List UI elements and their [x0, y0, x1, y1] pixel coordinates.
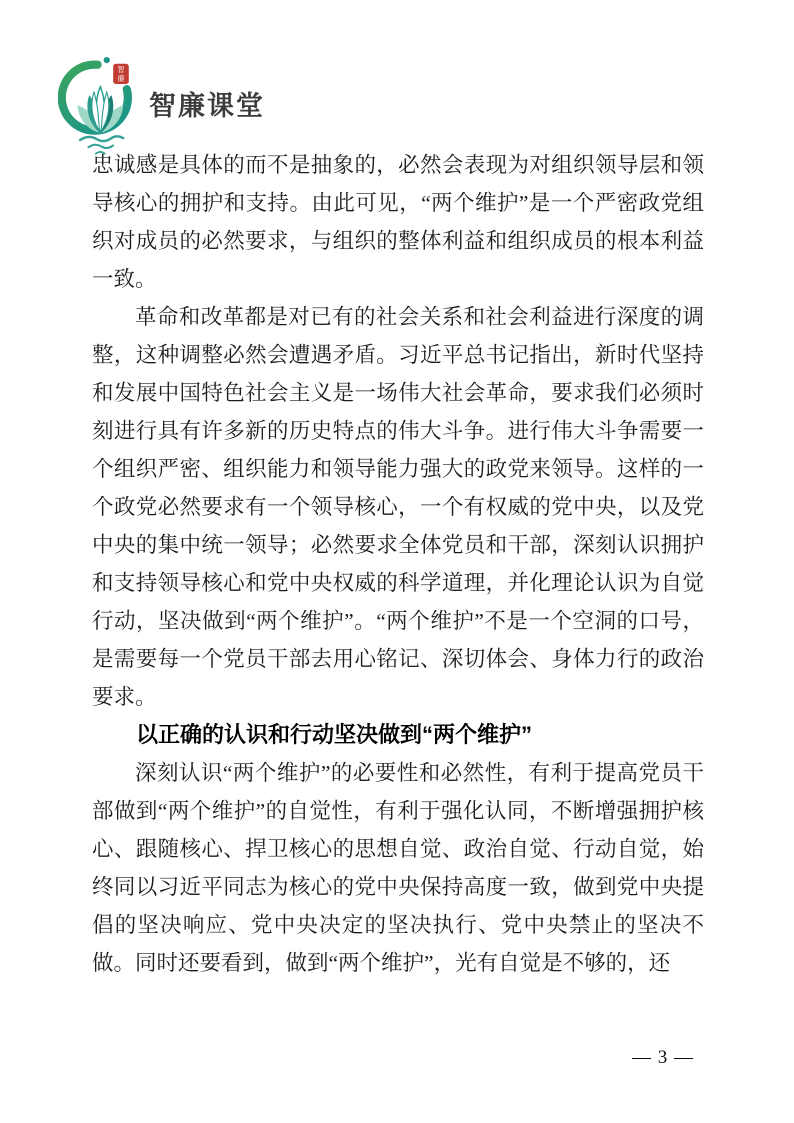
wave-line-1	[80, 136, 123, 141]
paragraph: 深刻认识“两个维护”的必要性和必然性，有利于提高党员干部做到“两个维护”的自觉性，有利于强化认同，不断增强拥护核心、跟随核心、捍卫核心的思想自觉、政治自觉、行动自觉，始终同以习近平同志为核心的党中央保持高度一致，做到党中央提倡的坚决响应、党中央决定的坚决执行、党中央禁止的坚决不做。同时还要看到，做到“两个维护”，光有自觉是不够的，还	[92, 761, 704, 975]
document-body	[92, 146, 704, 982]
seal-char-top: 智	[117, 65, 125, 75]
paragraph-continuation: 忠诚感是具体的而不是抽象的，必然会表现为对组织领导层和领导核心的拥护和支持。由此可见，“两个维护”是一个严密政党组织对成员的必然要求，与组织的整体利益和组织成员的根本利益一致。	[92, 153, 704, 291]
red-seal	[113, 64, 129, 84]
brand-title: 智廉课堂	[149, 91, 265, 121]
page-number: — 3 —	[632, 1047, 694, 1068]
logo-droplet	[104, 57, 110, 63]
section-heading: 以正确的认识和行动坚决做到“两个维护”	[136, 722, 533, 747]
paragraph: 革命和改革都是对已有的社会关系和社会利益进行深度的调整，这种调整必然会遭遇矛盾。习近平总书记指出，新时代坚持和发展中国特色社会主义是一场伟大社会革命，要求我们必须时刻进行具有许多新的历史特点的伟大斗争。进行伟大斗争需要一个组织严密、组织能力和领导能力强大的政党来领导。这样的一个政党必然要求有一个领导核心，一个有权威的党中央，以及党中央的集中统一领导；必然要求全体党员和干部，深刻认识拥护和支持领导核心和党中央权威的科学道理，并化理论认识为自觉行动，坚决做到“两个维护”。“两个维护”不是一个空洞的口号，是需要每一个党员干部去用心铭记、深切体会、身体力行的政治要求。	[92, 305, 704, 709]
seal-char-bottom: 廉	[117, 74, 125, 84]
